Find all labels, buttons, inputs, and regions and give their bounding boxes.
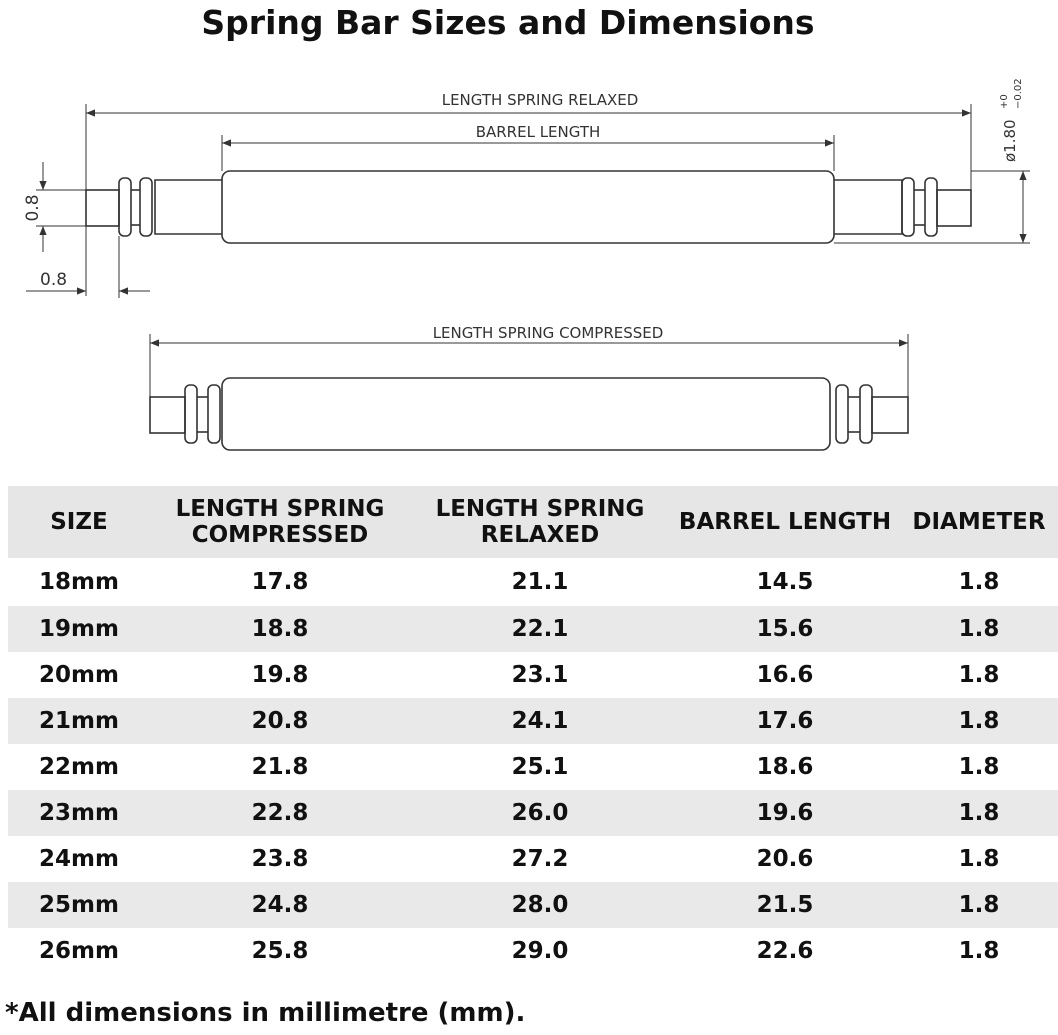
header-length-relaxed: LENGTH SPRING RELAXED bbox=[410, 486, 670, 558]
table-cell: 17.8 bbox=[251, 569, 309, 595]
table-cell: 24.1 bbox=[410, 698, 670, 744]
table-cell: 25mm bbox=[8, 882, 150, 928]
page-title: Spring Bar Sizes and Dimensions bbox=[201, 3, 815, 42]
table-cell: 15.6 bbox=[670, 606, 900, 652]
diameter-base-text: ø1.80 bbox=[1001, 119, 1019, 162]
table-cell: 26.0 bbox=[410, 790, 670, 836]
table-cell: 21.8 bbox=[251, 754, 309, 780]
tip-diameter-label: 0.8 bbox=[23, 194, 43, 222]
table-row bbox=[8, 606, 1058, 652]
header-diameter: DIAMETER bbox=[900, 486, 1058, 558]
compressed-spring-bar bbox=[150, 378, 908, 450]
table-cell: 22.6 bbox=[756, 938, 814, 964]
table-row bbox=[8, 836, 1058, 882]
table-cell: 20.8 bbox=[150, 698, 410, 744]
tip-length-label: 0.8 bbox=[40, 270, 68, 290]
table-cell: 18.6 bbox=[756, 754, 814, 780]
left-tip-shape bbox=[86, 190, 119, 226]
table-row bbox=[8, 744, 1058, 790]
diameter-tolerance-upper: +0 bbox=[999, 94, 1010, 109]
table-header-row bbox=[8, 486, 1058, 558]
table-cell: 1.8 bbox=[900, 790, 1058, 836]
table-cell: 26mm bbox=[39, 938, 119, 964]
table-cell: 24mm bbox=[39, 846, 119, 872]
diameter-label bbox=[999, 78, 1024, 162]
table-cell: 19mm bbox=[8, 606, 150, 652]
table-cell: 16.6 bbox=[756, 662, 814, 688]
table-row bbox=[8, 790, 1058, 836]
table-cell: 25.1 bbox=[511, 754, 569, 780]
table-cell: 18mm bbox=[39, 569, 119, 595]
table-cell: 21.5 bbox=[670, 882, 900, 928]
table-cell: 18.8 bbox=[150, 606, 410, 652]
barrel-length-label: BARREL LENGTH bbox=[475, 123, 601, 141]
table-cell: 1.8 bbox=[900, 606, 1058, 652]
table-cell: 19.6 bbox=[670, 790, 900, 836]
table-cell: 1.8 bbox=[900, 882, 1058, 928]
table-cell: 20mm bbox=[39, 662, 119, 688]
table-cell: 21mm bbox=[8, 698, 150, 744]
spring-bar-diagram bbox=[0, 60, 1058, 470]
right-tip-shape bbox=[937, 190, 971, 226]
diameter-tolerance-lower: −0.02 bbox=[1013, 78, 1024, 109]
table-cell: 28.0 bbox=[410, 882, 670, 928]
table-cell: 24.8 bbox=[150, 882, 410, 928]
table-row bbox=[8, 698, 1058, 744]
table-cell: 14.5 bbox=[756, 569, 814, 595]
table-row bbox=[8, 558, 1058, 606]
table-cell: 1.8 bbox=[958, 754, 1000, 780]
table-cell: 20.6 bbox=[756, 846, 814, 872]
header-barrel-length: BARREL LENGTH bbox=[670, 486, 900, 558]
header-size: SIZE bbox=[8, 486, 150, 558]
table-row bbox=[8, 928, 1058, 974]
table-cell: 1.8 bbox=[958, 938, 1000, 964]
table-cell: 22mm bbox=[39, 754, 119, 780]
table-cell: 19.8 bbox=[251, 662, 309, 688]
table-cell: 25.8 bbox=[251, 938, 309, 964]
table-row bbox=[8, 882, 1058, 928]
table-cell: 21.1 bbox=[511, 569, 569, 595]
header-length-compressed: LENGTH SPRING COMPRESSED bbox=[150, 486, 410, 558]
table-cell: 23.8 bbox=[251, 846, 309, 872]
table-cell: 22.8 bbox=[150, 790, 410, 836]
table-cell: 1.8 bbox=[958, 846, 1000, 872]
table-cell: 27.2 bbox=[511, 846, 569, 872]
table-cell: 1.8 bbox=[958, 662, 1000, 688]
footnote: *All dimensions in millimetre (mm). bbox=[5, 998, 526, 1028]
length-spring-compressed-label: LENGTH SPRING COMPRESSED bbox=[432, 324, 664, 342]
table-cell: 23mm bbox=[8, 790, 150, 836]
length-spring-relaxed-label: LENGTH SPRING RELAXED bbox=[441, 91, 639, 109]
table-cell: 23.1 bbox=[511, 662, 569, 688]
table-cell: 1.8 bbox=[900, 698, 1058, 744]
table-body bbox=[8, 558, 1058, 974]
table-row bbox=[8, 652, 1058, 698]
relaxed-spring-bar bbox=[86, 171, 971, 243]
spring-bar-size-table bbox=[8, 486, 1058, 974]
table-cell: 1.8 bbox=[958, 569, 1000, 595]
table-cell: 29.0 bbox=[511, 938, 569, 964]
table-cell: 17.6 bbox=[670, 698, 900, 744]
barrel-shape bbox=[222, 171, 834, 243]
table-cell: 22.1 bbox=[410, 606, 670, 652]
